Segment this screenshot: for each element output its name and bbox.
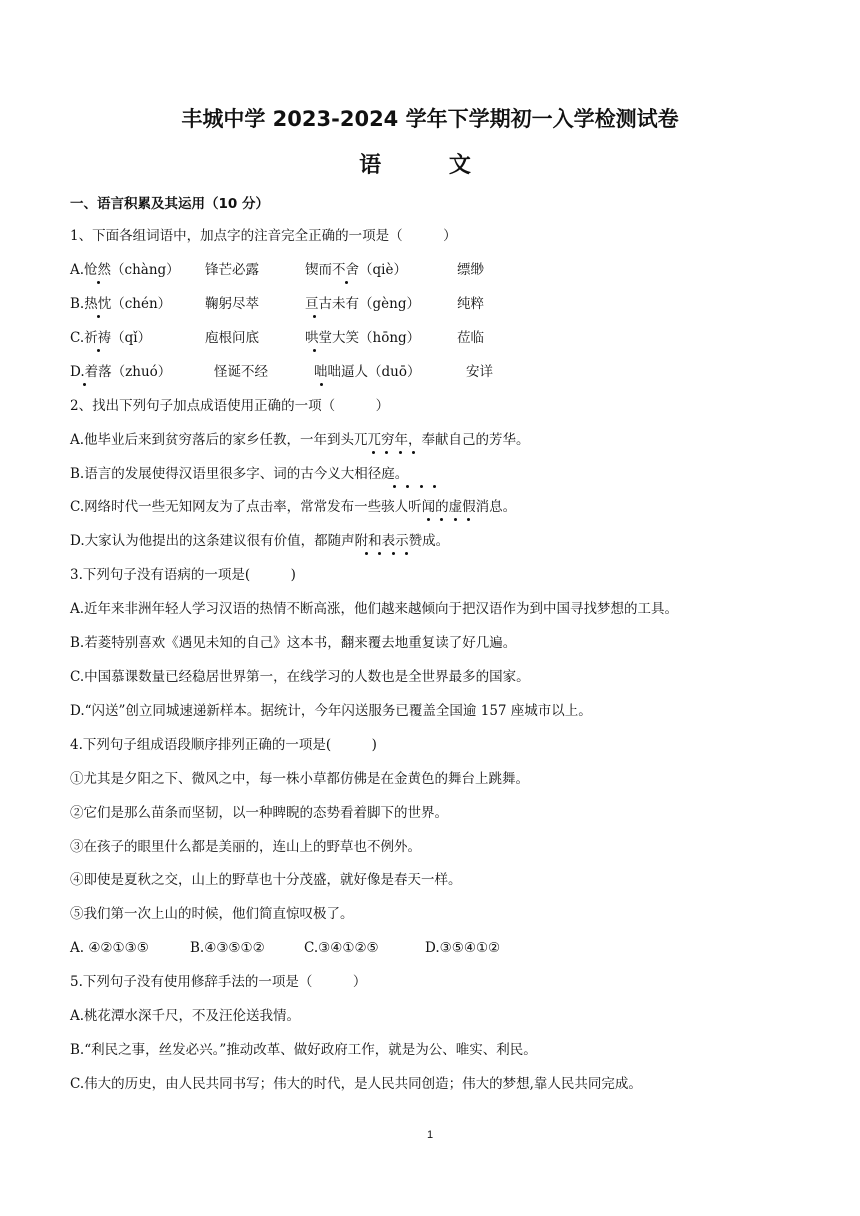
- emphasis-dot: [372, 451, 375, 454]
- subject-title: 语 文: [359, 153, 501, 178]
- q3-option-b: B.若菱特别喜欢《遇见未知的自己》这本书，翻来覆去地重复读了好几遍。: [70, 635, 517, 651]
- emphasis-dot: [440, 518, 443, 521]
- emphasis-dot: [392, 552, 395, 555]
- emphasis-dot: [427, 518, 430, 521]
- q1-b-word1: B.热忱（chén）: [70, 296, 172, 312]
- q3-option-a: A.近年来非洲年轻人学习汉语的热情不断高涨，他们越来越倾向于把汉语作为到中国寻找梦想的工具。: [70, 601, 679, 617]
- q1-b-word4: 纯粹: [457, 296, 484, 312]
- q1-a-word2: 锋芒必露: [205, 262, 259, 278]
- emphasis-dot: [320, 383, 323, 386]
- q1-c-word1: C.祈祷（qǐ）: [70, 330, 152, 346]
- q2-option-c: C.网络时代一些无知网友为了点击率，常常发布一些骇人听闻的虚假消息。: [70, 499, 517, 515]
- q5-option-c: C.伟大的历史，由人民共同书写；伟大的时代，是人民共同创造；伟大的梦想,靠人民共同完成。: [70, 1076, 642, 1092]
- q5-stem: 5.下列句子没有使用修辞手法的一项是（ ）: [70, 974, 367, 990]
- q2-option-a: A.他毕业后来到贫穷落后的家乡任教，一年到头兀兀穷年，奉献自己的芳华。: [70, 432, 530, 448]
- q4-answer-d: D.③⑤④①②: [425, 940, 501, 956]
- q1-d-word3: 咄咄逼人（duō）: [314, 364, 421, 380]
- emphasis-dot: [412, 451, 415, 454]
- q2-option-d: D.大家认为他提出的这条建议很有价值，都随声附和表示赞成。: [70, 533, 450, 549]
- q4-sentence-2: ②它们是那么苗条而坚韧，以一种睥睨的态势看着脚下的世界。: [70, 805, 448, 821]
- q3-option-d: D.“闪送”创立同城速递新样本。据统计，今年闪送服务已覆盖全国逾 157 座城市以上。: [70, 703, 592, 719]
- emphasis-dot: [97, 315, 100, 318]
- q1-c-word3: 哄堂大笑（hōng）: [305, 330, 421, 346]
- page-number: 1: [426, 1129, 434, 1141]
- q4-answer-a: A. ④②①③⑤: [70, 940, 149, 956]
- emphasis-dot: [313, 349, 316, 352]
- q1-a-word4: 缥缈: [457, 262, 484, 278]
- q4-answer-b: B.④③⑤①②: [190, 940, 265, 956]
- emphasis-dot: [313, 315, 316, 318]
- q1-d-word1: D.着落（zhuó）: [70, 364, 172, 380]
- exam-title: 丰城中学 2023-2024 学年下学期初一入学检测试卷: [181, 107, 679, 131]
- q1-c-word2: 庖根问底: [205, 330, 259, 346]
- q3-option-c: C.中国慕课数量已经稳居世界第一，在线学习的人数也是全世界最多的国家。: [70, 669, 530, 685]
- emphasis-dot: [420, 485, 423, 488]
- emphasis-dot: [97, 281, 100, 284]
- q1-a-word1: A.怆然（chàng）: [70, 262, 180, 278]
- emphasis-dot: [378, 552, 381, 555]
- section-heading: 一、语言积累及其运用（10 分）: [70, 196, 269, 212]
- emphasis-dot: [405, 552, 408, 555]
- q1-d-word2: 怪诞不经: [214, 364, 268, 380]
- q1-a-word3: 锲而不舍（qiè）: [305, 262, 407, 278]
- emphasis-dot: [393, 485, 396, 488]
- q4-sentence-4: ④即使是夏秋之交，山上的野草也十分茂盛，就好像是春天一样。: [70, 872, 462, 888]
- q5-option-b: B.“利民之事，丝发必兴。”推动改革、做好政府工作，就是为公、唯实、利民。: [70, 1042, 537, 1058]
- emphasis-dot: [385, 451, 388, 454]
- q4-sentence-1: ①尤其是夕阳之下、微风之中，每一株小草都仿佛是在金黄色的舞台上跳舞。: [70, 771, 529, 787]
- q4-answer-c: C.③④①②⑤: [304, 940, 379, 956]
- q4-sentence-3: ③在孩子的眼里什么都是美丽的，连山上的野草也不例外。: [70, 839, 421, 855]
- emphasis-dot: [345, 281, 348, 284]
- q1-stem: 1、下面各组词语中，加点字的注音完全正确的一项是（ ）: [70, 228, 457, 244]
- q1-b-word2: 鞠躬尽萃: [205, 296, 259, 312]
- q1-b-word3: 亘古未有（gèng）: [305, 296, 420, 312]
- emphasis-dot: [454, 518, 457, 521]
- q1-d-word4: 安详: [466, 364, 493, 380]
- emphasis-dot: [406, 485, 409, 488]
- emphasis-dot: [467, 518, 470, 521]
- emphasis-dot: [399, 451, 402, 454]
- q4-stem: 4.下列句子组成语段顺序排列正确的一项是( ): [70, 737, 377, 753]
- emphasis-dot: [83, 383, 86, 386]
- emphasis-dot: [433, 485, 436, 488]
- q5-option-a: A.桃花潭水深千尺，不及汪伦送我情。: [70, 1008, 301, 1024]
- q2-stem: 2、找出下列句子加点成语使用正确的一项（ ）: [70, 398, 390, 414]
- q2-option-b: B.语言的发展使得汉语里很多字、词的古今义大相径庭。: [70, 466, 409, 482]
- q4-sentence-5: ⑤我们第一次上山的时候，他们简直惊叹极了。: [70, 906, 354, 922]
- q1-c-word4: 莅临: [457, 330, 484, 346]
- q3-stem: 3.下列句子没有语病的一项是( ): [70, 567, 296, 583]
- emphasis-dot: [97, 349, 100, 352]
- emphasis-dot: [365, 552, 368, 555]
